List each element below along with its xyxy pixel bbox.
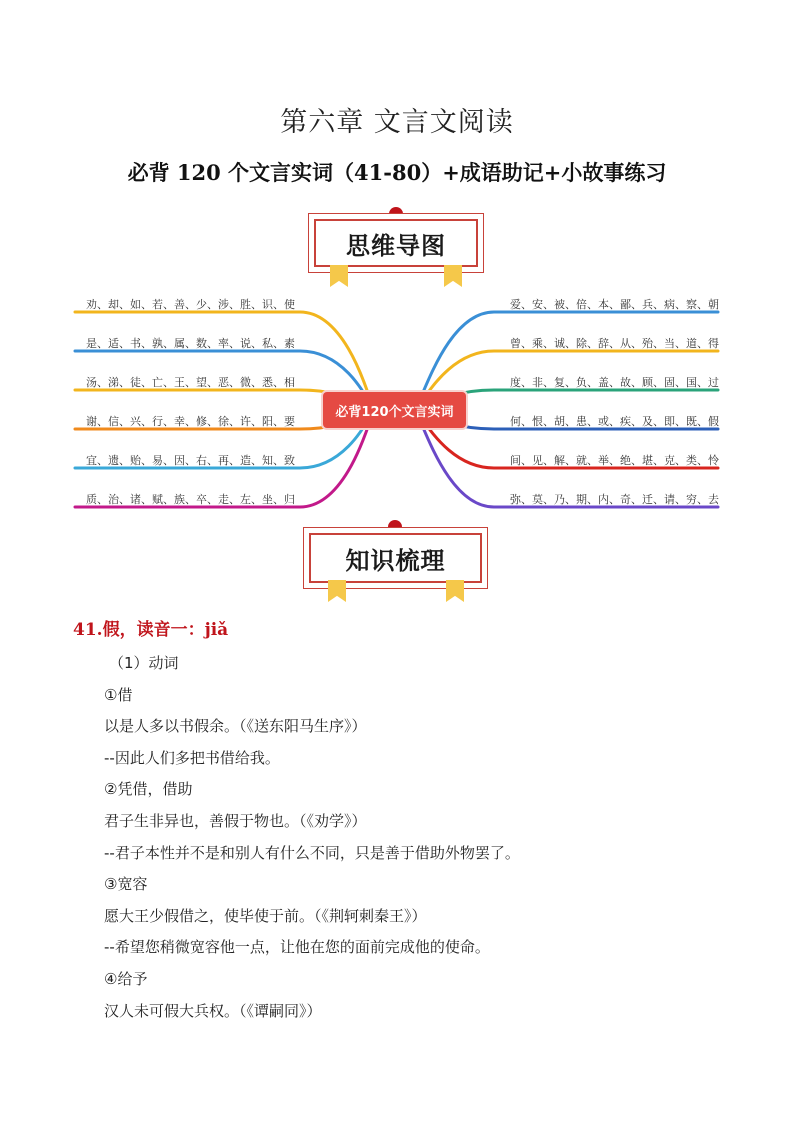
section-heading: 41.假，读音一：jiǎ bbox=[73, 620, 229, 640]
knowledge-banner bbox=[303, 527, 488, 589]
knowledge-banner-label: 知识梳理 bbox=[309, 533, 482, 583]
chapter-title: 第六章 文言文阅读 bbox=[280, 107, 514, 138]
body-line: 君子生非异也，善假于物也。（《劝学》） bbox=[104, 812, 367, 830]
mindmap-branch-left: 是、适、书、孰、属、数、率、说、私、素 bbox=[86, 337, 295, 350]
mindmap-center-node: 必背120个文言实词 bbox=[323, 392, 466, 428]
ribbon-icon bbox=[328, 580, 346, 602]
mindmap-branch-left: 宜、遗、贻、易、因、右、再、造、知、致 bbox=[86, 454, 295, 467]
mindmap-branch-right: 弥、莫、乃、期、内、奇、迁、请、穷、去 bbox=[510, 493, 719, 506]
mindmap-branch-left: 汤、涕、徒、亡、王、望、恶、微、悉、相 bbox=[86, 376, 295, 389]
body-line: （1）动词 bbox=[109, 654, 179, 672]
body-line: 愿大王少假借之，使毕使于前。（《荆轲刺秦王》） bbox=[104, 906, 427, 925]
ribbon-icon bbox=[446, 580, 464, 602]
mindmap-branch-right: 爱、安、被、倍、本、鄙、兵、病、察、朝 bbox=[510, 298, 719, 311]
body-line: ③宽容 bbox=[104, 875, 148, 894]
body-line: ②凭借，借助 bbox=[104, 780, 193, 799]
mindmap-branch-right: 度、非、复、负、盖、故、顾、固、国、过 bbox=[510, 376, 719, 389]
page-subtitle: 必背 120 个文言实词（41-80）+成语助记+小故事练习 bbox=[127, 160, 667, 185]
body-line: 汉人未可假大兵权。（《谭嗣同》） bbox=[104, 1001, 322, 1020]
body-line: ④给予 bbox=[104, 970, 148, 988]
mindmap-banner bbox=[308, 213, 484, 273]
body-line: ①借 bbox=[104, 685, 133, 704]
body-line: --希望您稍微宽容他一点，让他在您的面前完成他的使命。 bbox=[104, 938, 490, 957]
body-line: --因此人们多把书借给我。 bbox=[104, 748, 280, 767]
mindmap-branch-left: 质、治、诸、赋、族、卒、走、左、坐、归 bbox=[86, 493, 295, 506]
mindmap-branch-left: 谢、信、兴、行、幸、修、徐、许、阳、要 bbox=[86, 415, 295, 428]
mindmap-branch-right: 间、见、解、就、举、绝、堪、克、类、怜 bbox=[510, 454, 719, 467]
mindmap-branch-left: 劝、却、如、若、善、少、涉、胜、识、使 bbox=[86, 298, 295, 311]
mindmap-branch-right: 何、恨、胡、患、或、疾、及、即、既、假 bbox=[510, 415, 719, 428]
body-line: 以是人多以书假余。（《送东阳马生序》） bbox=[104, 717, 367, 736]
mindmap-branch-right: 曾、乘、诚、除、辞、从、殆、当、道、得 bbox=[510, 337, 719, 350]
body-line: --君子本性并不是和别人有什么不同，只是善于借助外物罢了。 bbox=[104, 843, 520, 862]
mindmap-banner-label: 思维导图 bbox=[314, 219, 478, 267]
